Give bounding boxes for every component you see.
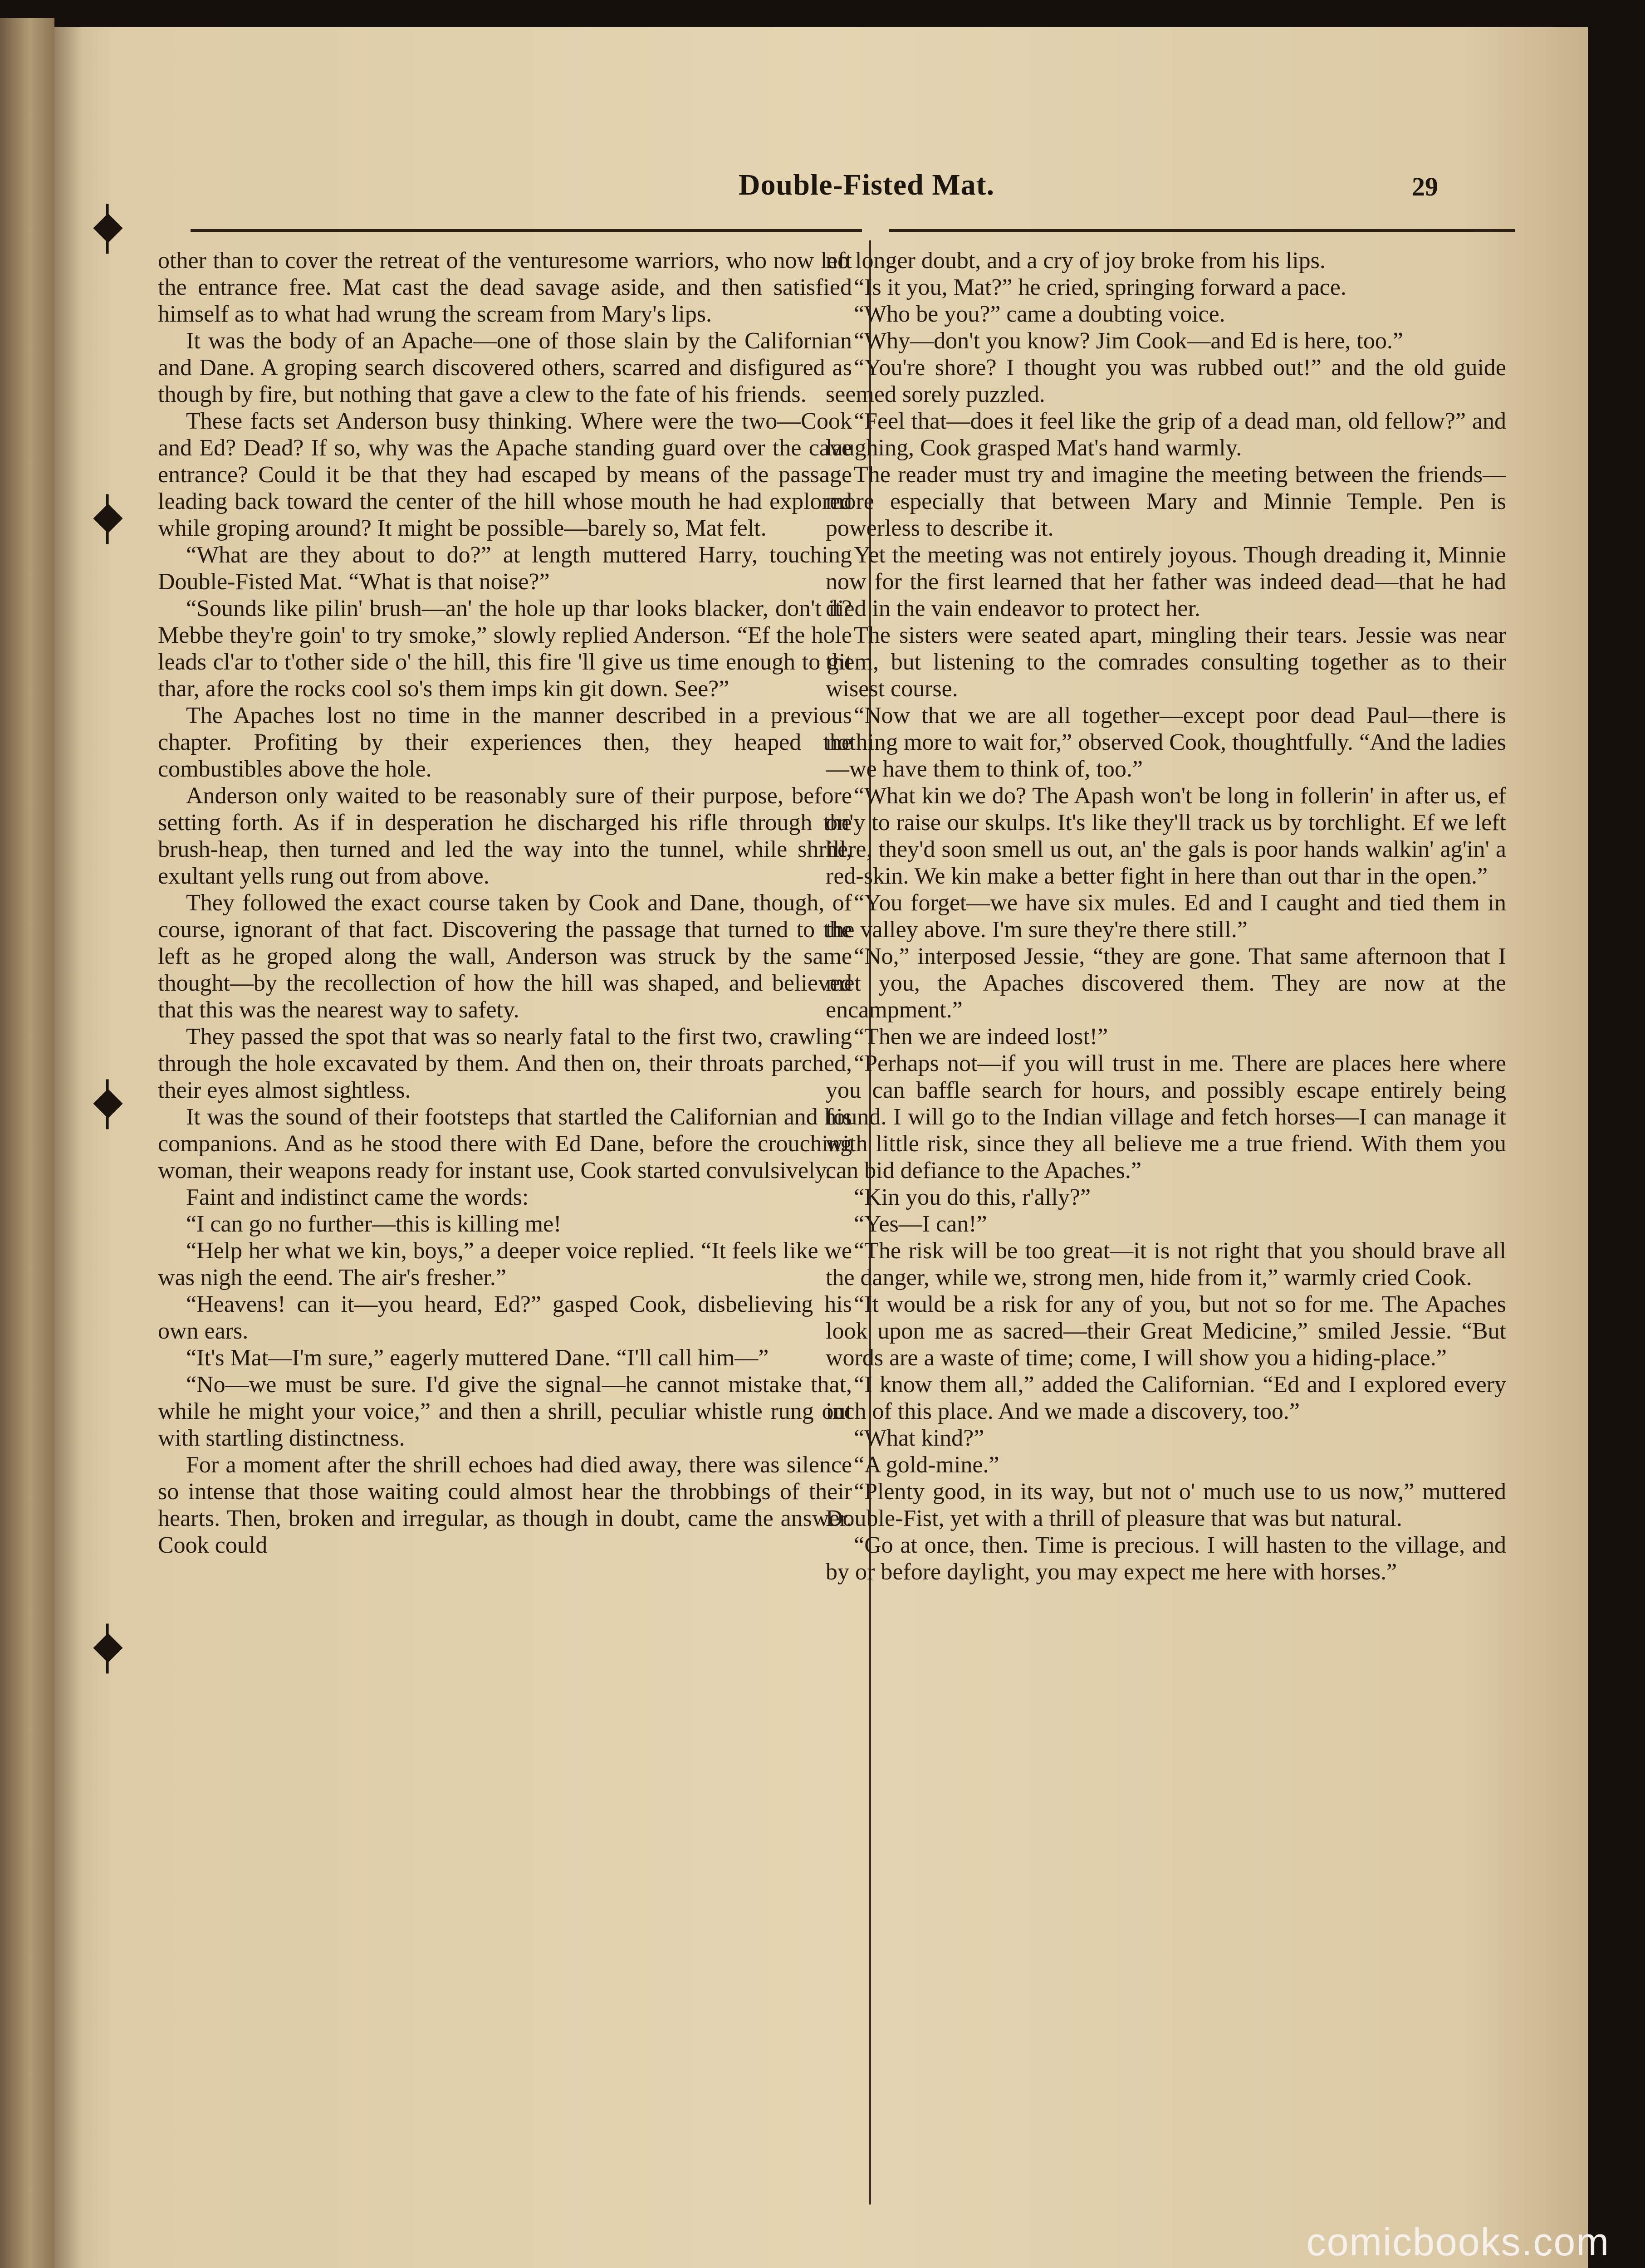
paragraph: The Apaches lost no time in the manner described in a previous chapter. Profiting by their experiences then, they heaped the combustibles above the hole. bbox=[158, 703, 852, 782]
paragraph: Yet the meeting was not entirely joyous. Though dreading it, Minnie now for the first learned that her father was indeed dead—that he had died in the vain endeavor to protect her. bbox=[826, 542, 1506, 621]
paragraph: “What kin we do? The Apash won't be long in follerin' in after us, ef on'y to raise our skulps. It's like they'll track us by torchlight. Ef we left here, they'd soon smell us out, an' the gals is poor hands walkin' ag'in' a red-skin. We kin make a better fight in here than out thar in the open.” bbox=[826, 783, 1506, 889]
paragraph: “A gold-mine.” bbox=[854, 1452, 999, 1478]
left-column bbox=[158, 247, 852, 2211]
paragraph: Faint and indistinct came the words: bbox=[186, 1184, 529, 1210]
paragraph: “Now that we are all together—except poor dead Paul—there is nothing more to wait for,” observed Cook, thoughtfully. “And the ladies—we have them to think of, too.” bbox=[826, 703, 1506, 782]
paragraph: “Then we are indeed lost!” bbox=[854, 1024, 1108, 1050]
paragraph: It was the body of an Apache—one of those slain by the Californian and Dane. A groping search discovered others, scarred and disfigured as though by fire, but nothing that gave a clew to the fate of his friends. bbox=[158, 328, 852, 407]
paragraph: It was the sound of their footsteps that startled the Californian and his companions. And as he stood there with Ed Dane, before the crouching woman, their weapons ready for instant use, Cook started convulsively. bbox=[158, 1104, 852, 1183]
paragraph: “Is it you, Mat?” he cried, springing forward a pace. bbox=[854, 274, 1346, 300]
paragraph: “Plenty good, in its way, but not o' much use to us now,” muttered Double-Fist, yet with a thrill of pleasure that was but natural. bbox=[826, 1479, 1506, 1531]
binding-stitch bbox=[93, 1633, 122, 1662]
paragraph: “Heavens! can it—you heard, Ed?” gasped Cook, disbelieving his own ears. bbox=[158, 1291, 852, 1344]
right-column bbox=[826, 247, 1506, 2211]
paragraph: “I can go no further—this is killing me! bbox=[186, 1211, 562, 1237]
paragraph: For a moment after the shrill echoes had died away, there was silence so intense that those waiting could almost hear the throbbings of their hearts. Then, broken and irregular, as though in doubt, came the answer. Cook could bbox=[158, 1452, 852, 1558]
paragraph: “It would be a risk for any of you, but not so for me. The Apaches look upon me as sacred—their Great Medicine,” smiled Jessie. “But words are a waste of time; come, I will show you a hiding-place.” bbox=[826, 1291, 1506, 1371]
paragraph: “Help her what we kin, boys,” a deeper voice replied. “It feels like we was nigh the eend. The air's fresher.” bbox=[158, 1238, 852, 1290]
paragraph: “Why—don't you know? Jim Cook—and Ed is here, too.” bbox=[854, 328, 1403, 354]
binding-stitch bbox=[93, 503, 122, 533]
paragraph: “Who be you?” came a doubting voice. bbox=[854, 301, 1225, 327]
paragraph: “No—we must be sure. I'd give the signal—he cannot mistake that, while he might your voice,” and then a shrill, peculiar whistle rung out with startling distinctness. bbox=[158, 1372, 852, 1451]
binding-stitch bbox=[93, 213, 122, 243]
paragraph: “Feel that—does it feel like the grip of a dead man, old fellow?” and laughing, Cook grasped Mat's hand warmly. bbox=[826, 408, 1506, 461]
page-title: Double-Fisted Mat. bbox=[738, 168, 995, 201]
paragraph: “What kind?” bbox=[854, 1425, 984, 1451]
paragraph: “It's Mat—I'm sure,” eagerly muttered Dane. “I'll call him—” bbox=[186, 1345, 769, 1371]
paragraph: other than to cover the retreat of the venturesome warriors, who now left the entrance free. Mat cast the dead savage aside, and then satisfied himself as to what had wrung the scream from Mary's lips. bbox=[158, 248, 852, 327]
paragraph: These facts set Anderson busy thinking. Where were the two—Cook and Ed? Dead? If so, why was the Apache standing guard over the cave entrance? Could it be that they had escaped by means of the passage leading back toward the center of the hill whose mouth he had explored while groping around? It might be possible—barely so, Mat felt. bbox=[158, 408, 852, 541]
paragraph: “Yes—I can!” bbox=[854, 1211, 987, 1237]
paragraph: Anderson only waited to be reasonably sure of their purpose, before setting forth. As if in desperation he discharged his rifle through the brush-heap, then turned and led the way into the tunnel, while shrill, exultant yells rung out from above. bbox=[158, 783, 852, 889]
paragraph: “What are they about to do?” at length muttered Harry, touching Double-Fisted Mat. “What is that noise?” bbox=[158, 542, 852, 595]
header-rule bbox=[889, 229, 1515, 232]
header-rule bbox=[191, 229, 862, 232]
paragraph: no longer doubt, and a cry of joy broke from his lips. bbox=[826, 248, 1326, 274]
paragraph: They passed the spot that was so nearly fatal to the first two, crawling through the hole excavated by them. And then on, their throats parched, their eyes almost sightless. bbox=[158, 1024, 852, 1103]
page-number: 29 bbox=[1412, 172, 1438, 201]
paragraph: “You forget—we have six mules. Ed and I caught and tied them in the valley above. I'm sure they're there still.” bbox=[826, 890, 1506, 943]
paragraph: “Go at once, then. Time is precious. I will hasten to the village, and by or before daylight, you may expect me here with horses.” bbox=[826, 1532, 1506, 1585]
paragraph: “Perhaps not—if you will trust in me. There are places here where you can baffle search for hours, and possibly escape entirely being found. I will go to the Indian village and fetch horses—I can manage it with little risk, since they all believe me a true friend. With them you can bid defiance to the Apaches.” bbox=[826, 1051, 1506, 1183]
paragraph: The reader must try and imagine the meeting between the friends—more especially that between Mary and Minnie Temple. Pen is powerless to describe it. bbox=[826, 462, 1506, 541]
paragraph: They followed the exact course taken by Cook and Dane, though, of course, ignorant of that fact. Discovering the passage that turned to the left as he groped along the wall, Anderson was struck by the same thought—by the recollection of how the hill was shaped, and believed that this was the nearest way to safety. bbox=[158, 890, 852, 1023]
paragraph: “Sounds like pilin' brush—an' the hole up thar looks blacker, don't it? Mebbe they're goin' to try smoke,” slowly replied Anderson. “Ef the hole leads cl'ar to t'other side o' the hill, this fire 'll give us time enough to git thar, afore the rocks cool so's them imps kin git down. See?” bbox=[158, 596, 852, 702]
paragraph: “I know them all,” added the Californian. “Ed and I explored every inch of this place. And we made a discovery, too.” bbox=[826, 1372, 1506, 1424]
previous-page-edge bbox=[0, 18, 54, 2268]
watermark: comicbooks.com bbox=[1306, 2220, 1610, 2264]
paragraph: “Kin you do this, r'ally?” bbox=[854, 1184, 1091, 1210]
paragraph: “The risk will be too great—it is not right that you should brave all the danger, while we, strong men, hide from it,” warmly cried Cook. bbox=[826, 1238, 1506, 1290]
book-page bbox=[54, 27, 1588, 2268]
paragraph: “You're shore? I thought you was rubbed out!” and the old guide seemed sorely puzzled. bbox=[826, 355, 1506, 407]
paragraph: The sisters were seated apart, mingling their tears. Jessie was near them, but listening to the comrades consulting together as to their wisest course. bbox=[826, 622, 1506, 702]
paragraph: “No,” interposed Jessie, “they are gone. That same afternoon that I met you, the Apaches discovered them. They are now at the encampment.” bbox=[826, 943, 1506, 1023]
binding-stitch bbox=[93, 1089, 122, 1118]
running-header bbox=[54, 141, 1588, 201]
